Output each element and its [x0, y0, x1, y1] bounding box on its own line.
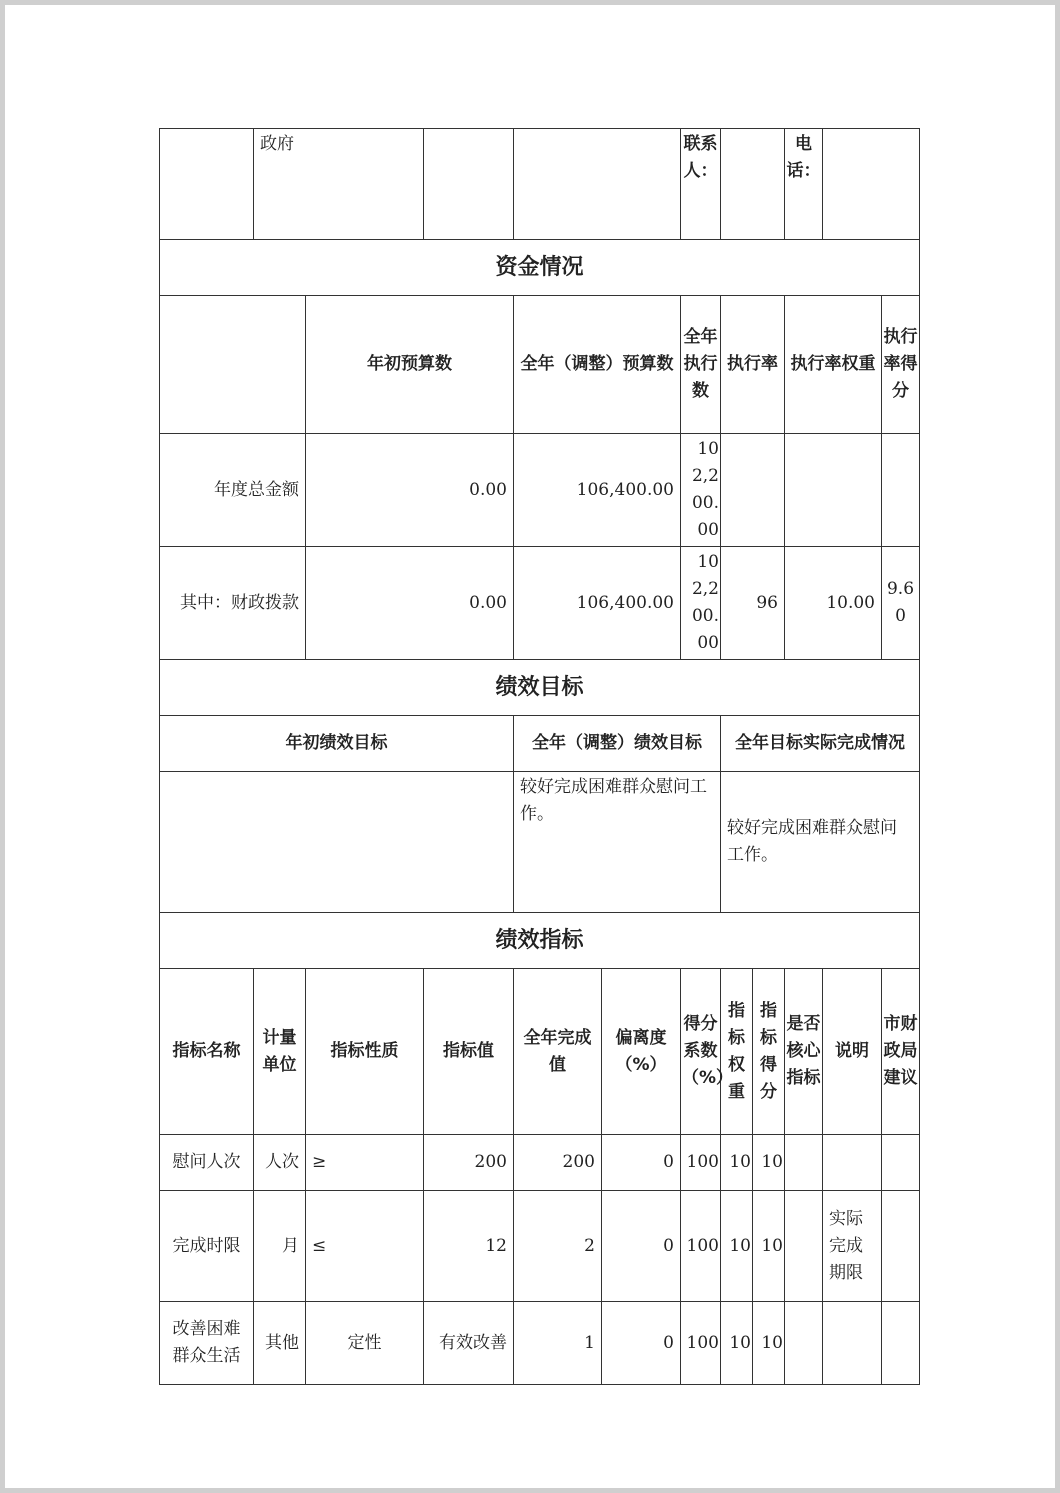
- ind-nature: ≥: [306, 1135, 424, 1191]
- ind-header-name: 指标名称: [160, 969, 254, 1135]
- funds-row-rate: [721, 434, 785, 547]
- ind-header-coefficient: 得分系数（%）: [681, 969, 721, 1135]
- indicator-row: [160, 1191, 920, 1302]
- funds-row-name: 其中：财政拨款: [160, 547, 306, 660]
- indicators-title: 绩效指标: [160, 913, 920, 969]
- ind-note: [823, 1135, 882, 1191]
- ind-done: 2: [514, 1191, 602, 1302]
- ind-header-note: 说明: [823, 969, 882, 1135]
- phone-value: [823, 129, 920, 240]
- blank-cell: [424, 129, 514, 240]
- goals-actual-text: 较好完成困难群众慰问工作。: [721, 772, 920, 913]
- funds-header-score: 执行率得分: [882, 296, 920, 434]
- ind-score: 10: [753, 1191, 785, 1302]
- funds-row-initial: 0.00: [306, 547, 514, 660]
- ind-unit: 人次: [254, 1135, 306, 1191]
- ind-note: [823, 1302, 882, 1385]
- goals-header-row: [160, 716, 920, 772]
- funds-row-name: 年度总金额: [160, 434, 306, 547]
- ind-coefficient: 100: [681, 1191, 721, 1302]
- ind-header-done: 全年完成值: [514, 969, 602, 1135]
- goals-header-initial: 年初绩效目标: [160, 716, 514, 772]
- funds-row-executed: 102,200.00: [681, 547, 721, 660]
- ind-header-nature: 指标性质: [306, 969, 424, 1135]
- ind-header-advice: 市财政局建议: [882, 969, 920, 1135]
- funds-section-row: [160, 240, 920, 296]
- indicators-header-row: [160, 969, 920, 1135]
- ind-weight: 10: [721, 1135, 753, 1191]
- ind-header-deviation: 偏离度（%）: [602, 969, 681, 1135]
- ind-name: 完成时限: [160, 1191, 254, 1302]
- ind-header-unit: 计量单位: [254, 969, 306, 1135]
- funds-row-adjusted: 106,400.00: [514, 547, 681, 660]
- funds-row-total: [160, 434, 920, 547]
- funds-row-fiscal: [160, 547, 920, 660]
- funds-row-executed: 102,200.00: [681, 434, 721, 547]
- ind-coefficient: 100: [681, 1135, 721, 1191]
- ind-score: 10: [753, 1135, 785, 1191]
- funds-row-adjusted: 106,400.00: [514, 434, 681, 547]
- goals-content-row: [160, 772, 920, 913]
- contact-row: [160, 129, 920, 240]
- org-cell: 政府: [254, 129, 424, 240]
- funds-row-score: 9.60: [882, 547, 920, 660]
- funds-row-initial: 0.00: [306, 434, 514, 547]
- funds-title: 资金情况: [160, 240, 920, 296]
- goals-title: 绩效目标: [160, 660, 920, 716]
- ind-header-weight: 指标权重: [721, 969, 753, 1135]
- blank-cell: [514, 129, 681, 240]
- goals-adjusted-text: 较好完成困难群众慰问工作。: [514, 772, 721, 913]
- ind-deviation: 0: [602, 1191, 681, 1302]
- ind-nature: 定性: [306, 1302, 424, 1385]
- ind-name: 慰问人次: [160, 1135, 254, 1191]
- ind-nature: ≤: [306, 1191, 424, 1302]
- goals-header-actual: 全年目标实际完成情况: [721, 716, 920, 772]
- indicators-section-row: [160, 913, 920, 969]
- ind-unit: 月: [254, 1191, 306, 1302]
- ind-value: 有效改善: [424, 1302, 514, 1385]
- ind-header-value: 指标值: [424, 969, 514, 1135]
- funds-row-rate: 96: [721, 547, 785, 660]
- ind-weight: 10: [721, 1302, 753, 1385]
- performance-table: [159, 128, 920, 1385]
- indicator-row: [160, 1302, 920, 1385]
- funds-header-initial: 年初预算数: [306, 296, 514, 434]
- ind-core: [785, 1302, 823, 1385]
- funds-header-weight: 执行率权重: [785, 296, 882, 434]
- goals-initial-text: [160, 772, 514, 913]
- ind-value: 200: [424, 1135, 514, 1191]
- funds-header-rate: 执行率: [721, 296, 785, 434]
- goals-header-adjusted: 全年（调整）绩效目标: [514, 716, 721, 772]
- ind-deviation: 0: [602, 1135, 681, 1191]
- funds-header-executed: 全年执行数: [681, 296, 721, 434]
- funds-row-score: [882, 434, 920, 547]
- ind-note: 实际完成期限: [823, 1191, 882, 1302]
- ind-core: [785, 1135, 823, 1191]
- ind-core: [785, 1191, 823, 1302]
- ind-weight: 10: [721, 1191, 753, 1302]
- ind-header-score: 指标得分: [753, 969, 785, 1135]
- contact-label: 联系人：: [681, 129, 721, 240]
- contact-blank: [160, 129, 254, 240]
- funds-header-blank: [160, 296, 306, 434]
- funds-row-weight: [785, 434, 882, 547]
- ind-unit: 其他: [254, 1302, 306, 1385]
- ind-score: 10: [753, 1302, 785, 1385]
- funds-header-row: [160, 296, 920, 434]
- ind-name: 改善困难群众生活: [160, 1302, 254, 1385]
- goals-section-row: [160, 660, 920, 716]
- contact-value: [721, 129, 785, 240]
- ind-header-core: 是否核心指标: [785, 969, 823, 1135]
- ind-advice: [882, 1191, 920, 1302]
- ind-advice: [882, 1302, 920, 1385]
- funds-header-adjusted: 全年（调整）预算数: [514, 296, 681, 434]
- indicator-row: [160, 1135, 920, 1191]
- funds-row-weight: 10.00: [785, 547, 882, 660]
- ind-done: 1: [514, 1302, 602, 1385]
- ind-deviation: 0: [602, 1302, 681, 1385]
- ind-done: 200: [514, 1135, 602, 1191]
- ind-coefficient: 100: [681, 1302, 721, 1385]
- ind-value: 12: [424, 1191, 514, 1302]
- phone-label: 电话：: [785, 129, 823, 240]
- ind-advice: [882, 1135, 920, 1191]
